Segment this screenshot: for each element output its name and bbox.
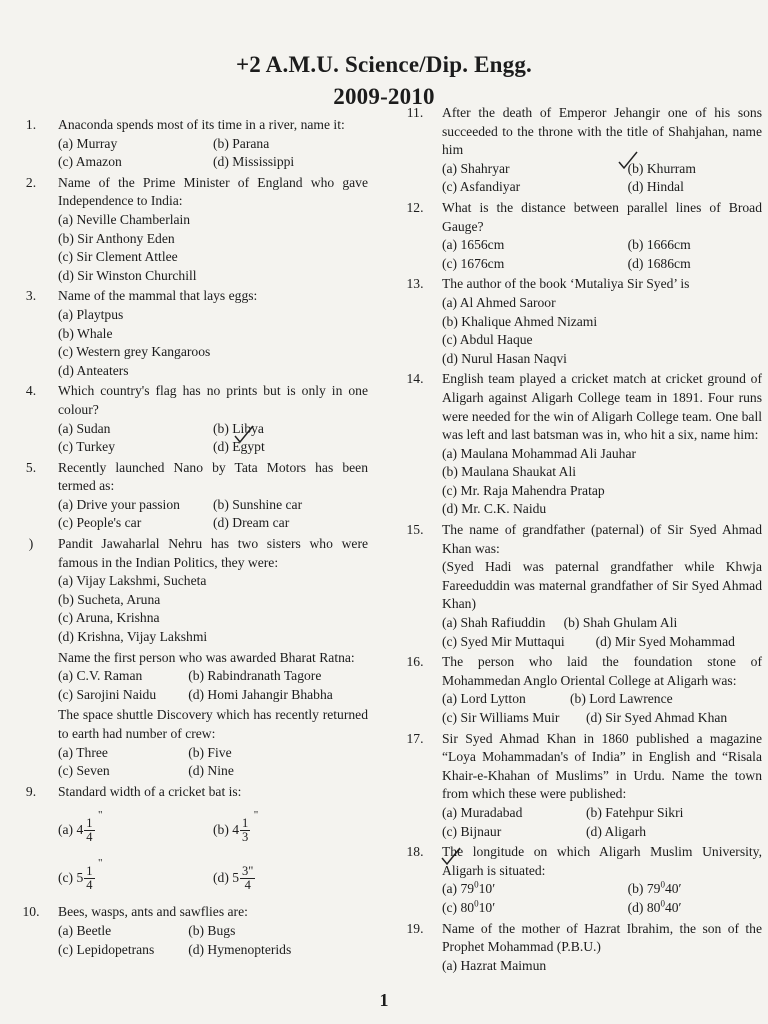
question-text: Recently launched Nano by Tata Motors has been termed as: — [58, 459, 368, 494]
question-text: Sir Syed Ahmad Khan in 1860 published a magazine “Loya Mohammadan's of India” in English and “Risala Khair-e-Khahan of Muslims” in Urdu. Name the town from which these were published: — [442, 730, 762, 802]
option-b: (b) Sir Anthony Eden — [58, 230, 175, 246]
option-d: (d) Mr. C.K. Naidu — [442, 501, 547, 517]
option-c: (c) Aruna, Krishna — [58, 610, 160, 626]
option-d: (d) Aligarh — [586, 823, 647, 839]
question-17 — [402, 730, 762, 842]
question-text: The space shuttle Discovery which has recently returned to earth had number of crew: — [58, 707, 368, 741]
question-note: (Syed Hadi was paternal grandfather while Khwja Fareeduddin was maternal grandfather of Sir Syed Ahmad Khan) — [442, 559, 762, 612]
question-1 — [18, 116, 368, 172]
option-c: (c) $80^010'$ — [442, 898, 496, 915]
question-number: 5. — [25, 459, 37, 475]
question-18 — [402, 843, 762, 917]
option-a: (a) Sudan — [58, 420, 111, 436]
question-12 — [402, 199, 762, 273]
option-b — [213, 808, 368, 844]
document-title: +2 A.M.U. Science/Dip. Engg. — [236, 52, 532, 77]
question-11 — [402, 104, 762, 197]
question-number: 9. — [25, 783, 37, 799]
question-number: 14. — [406, 371, 424, 387]
question-number: 2. — [25, 174, 37, 190]
question-number: 4. — [25, 383, 37, 399]
option-c-label: (c) 5 — [58, 870, 84, 886]
option-c: (c) Lepidopetrans — [58, 941, 155, 957]
option-b: (b) Bugs — [188, 922, 236, 938]
document-year: 2009-2010 — [333, 84, 435, 109]
question-text: What is the distance between parallel lines of Broad Gauge? — [442, 199, 762, 234]
option-b: (b) 1666cm — [627, 237, 691, 253]
option-b: (b) Libya — [213, 420, 264, 436]
question-text: The name of grandfather (paternal) of Sir Syed Ahmad Khan was: — [442, 522, 762, 556]
option-a: (a) Playtpus — [58, 306, 124, 322]
option-a: (a) 1656cm — [442, 237, 505, 253]
question-number: 11. — [406, 105, 424, 120]
option-a — [58, 808, 213, 844]
fraction-one-quarter: 1 4 " — [86, 856, 103, 892]
option-b: (b) Lord Lawrence — [570, 691, 673, 707]
option-a-label: (a) 4 — [58, 822, 84, 838]
option-d: (d) Homi Jahangir Bhabha — [188, 686, 333, 702]
fraction-one-quarter: 1 4 " — [86, 808, 103, 844]
question-text: Name the first person who was awarded Bharat Ratna: — [58, 649, 355, 665]
question-text: Standard width of a cricket bat is: — [58, 783, 242, 799]
option-c: (c) Sir Williams Muir — [442, 710, 560, 725]
question-number: 1. — [25, 117, 37, 132]
question-number: 18. — [406, 844, 424, 860]
option-a: (a) Drive your passion — [58, 496, 180, 512]
question-text: The author of the book ‘Mutaliya Sir Syed’ is — [442, 276, 690, 292]
option-c — [58, 856, 213, 892]
option-c: (c) Mr. Raja Mahendra Pratap — [442, 482, 605, 498]
option-a: (a) Neville Chamberlain — [58, 211, 191, 227]
handwritten-tick-mark — [617, 150, 639, 170]
question-number: 17. — [406, 730, 424, 746]
question-4 — [18, 382, 368, 456]
option-a: (a) $79^010'$ — [442, 879, 496, 897]
question-text: Anaconda spends most of its time in a river, name it: — [58, 117, 345, 132]
question-text: Pandit Jawaharlal Nehru has two sisters who were famous in the Indian Politics, they were: — [58, 536, 368, 570]
option-b: (b) Fatehpur Sikri — [586, 804, 684, 820]
option-c: (c) 1676cm — [442, 255, 505, 271]
option-c: (c) Sir Clement Attlee — [58, 249, 178, 265]
question-text: The longitude on which Aligarh Muslim University, Aligarh is situated: — [442, 844, 762, 878]
option-b: (b) Khurram — [627, 160, 696, 176]
question-16 — [402, 653, 762, 727]
question-number: 16. — [406, 654, 424, 670]
fraction-one-third: 1 3 " — [242, 808, 259, 844]
option-b: (b) Sucheta, Aruna — [58, 591, 161, 607]
question-text: Name of the mammal that lays eggs: — [58, 288, 258, 304]
option-b: (b) Rabindranath Tagore — [188, 668, 322, 684]
option-c: (c) Abdul Haque — [442, 332, 533, 348]
option-a: (a) Lord Lytton — [442, 691, 526, 707]
question-text: After the death of Emperor Jehangir one of his sons succeeded to the throne with the title of Shahjahan, name him — [442, 105, 762, 158]
option-a: (a) Maulana Mohammad Ali Jauhar — [442, 445, 637, 461]
option-b: (b) Parana — [213, 135, 270, 151]
handwritten-tick-mark — [233, 424, 255, 444]
question-text: Name of the Prime Minister of England who gave Independence to India: — [58, 174, 368, 209]
question-text: Which country's flag has no prints but is only in one colour? — [58, 383, 368, 417]
question-9 — [18, 783, 368, 898]
option-d: (d) Hymenopterids — [188, 941, 292, 957]
question-number: 3. — [25, 288, 37, 304]
option-b: (b) Shah Ghulam Ali — [563, 615, 678, 631]
option-a: (a) Vijay Lakshmi, Sucheta — [58, 573, 207, 589]
option-d: (d) Mississippi — [213, 154, 295, 170]
question-text: Bees, wasps, ants and sawflies are: — [58, 904, 248, 920]
page-number: 1 — [379, 990, 389, 1010]
option-a: (a) Hazrat Maimun — [442, 957, 547, 973]
question-6 — [18, 535, 368, 647]
question-number: 15. — [406, 522, 424, 538]
option-a: (a) C.V. Raman — [58, 668, 143, 684]
option-a: (a) Three — [58, 744, 108, 760]
option-c: (c) Seven — [58, 763, 110, 779]
option-b: (b) Maulana Shaukat Ali — [442, 464, 577, 480]
option-a: (a) Beetle — [58, 922, 112, 938]
option-d: (d) Nine — [188, 763, 234, 779]
option-a: (a) Muradabad — [442, 804, 523, 820]
option-d: (d) Anteaters — [58, 362, 129, 378]
option-d: (d) Sir Syed Ahmad Khan — [586, 710, 728, 725]
question-number: 12. — [406, 199, 424, 215]
option-d: (d) Hindal — [627, 179, 684, 195]
option-a: (a) Al Ahmed Saroor — [442, 294, 556, 310]
option-b-label: (b) 4 — [213, 822, 240, 838]
question-15 — [402, 521, 762, 651]
question-number: 19. — [406, 920, 424, 936]
question-8 — [18, 706, 368, 780]
option-c: (c) Amazon — [58, 154, 122, 170]
question-7 — [18, 649, 368, 705]
option-b: (b) Khalique Ahmed Nizami — [442, 313, 598, 329]
option-a: (a) Shah Rafiuddin — [442, 615, 546, 631]
question-19 — [402, 920, 762, 976]
option-b: (b) Whale — [58, 325, 113, 341]
question-text: The person who laid the foundation stone of Mohammedan Anglo Oriental College at Aligarh was: — [442, 654, 762, 688]
option-d — [213, 865, 368, 892]
option-c: (c) Bijnaur — [442, 823, 502, 839]
question-5 — [18, 459, 368, 533]
option-c: (c) Sarojini Naidu — [58, 686, 157, 702]
question-text: Name of the mother of Hazrat Ibrahim, the son of the Prophet Mohammad (P.B.U.) — [442, 920, 762, 955]
option-d: (d) Mir Syed Mohammad — [595, 633, 735, 649]
question-number: 10. — [22, 904, 40, 920]
option-a: (a) Murray — [58, 135, 118, 151]
option-c: (c) Turkey — [58, 439, 116, 455]
option-d: (d) Krishna, Vijay Lakshmi — [58, 629, 208, 645]
question-text: English team played a cricket match at cricket ground of Aligarh against Aligarh College team in 1891. Four runs were needed for the win of Aligarh College team. One ball was left and last batsman was in, who hit a six, name him: — [442, 371, 762, 443]
option-c: (c) Asfandiyar — [442, 179, 521, 195]
question-10 — [18, 903, 368, 959]
option-a: (a) Shahryar — [442, 160, 510, 176]
fraction-three-quarters: $\frac{3"}{4}$ — [242, 863, 254, 892]
option-d: (d) 1686cm — [627, 255, 691, 271]
left-column — [18, 116, 368, 961]
option-c: (c) People's car — [58, 515, 142, 531]
question-13 — [402, 275, 762, 368]
question-14 — [402, 370, 762, 519]
question-2 — [18, 174, 368, 286]
option-c: (c) Western grey Kangaroos — [58, 344, 211, 360]
option-b: (b) Sunshine car — [213, 496, 303, 512]
option-b: (b) Five — [188, 744, 232, 760]
option-d: (d) Egypt — [213, 439, 265, 455]
option-d: (d) $80^040'$ — [627, 898, 682, 915]
option-d-label: (d) 5 — [213, 870, 240, 886]
option-c: (c) Syed Mir Muttaqui — [442, 633, 565, 649]
right-column — [402, 104, 762, 977]
question-number: 13. — [406, 276, 424, 292]
question-number: ) — [28, 536, 34, 552]
option-d: (d) Sir Winston Churchill — [58, 267, 197, 283]
option-d: (d) Nurul Hasan Naqvi — [442, 350, 567, 366]
option-b: (b) $79^040'$ — [627, 879, 682, 897]
option-d: (d) Dream car — [213, 515, 290, 531]
question-3 — [18, 287, 368, 380]
